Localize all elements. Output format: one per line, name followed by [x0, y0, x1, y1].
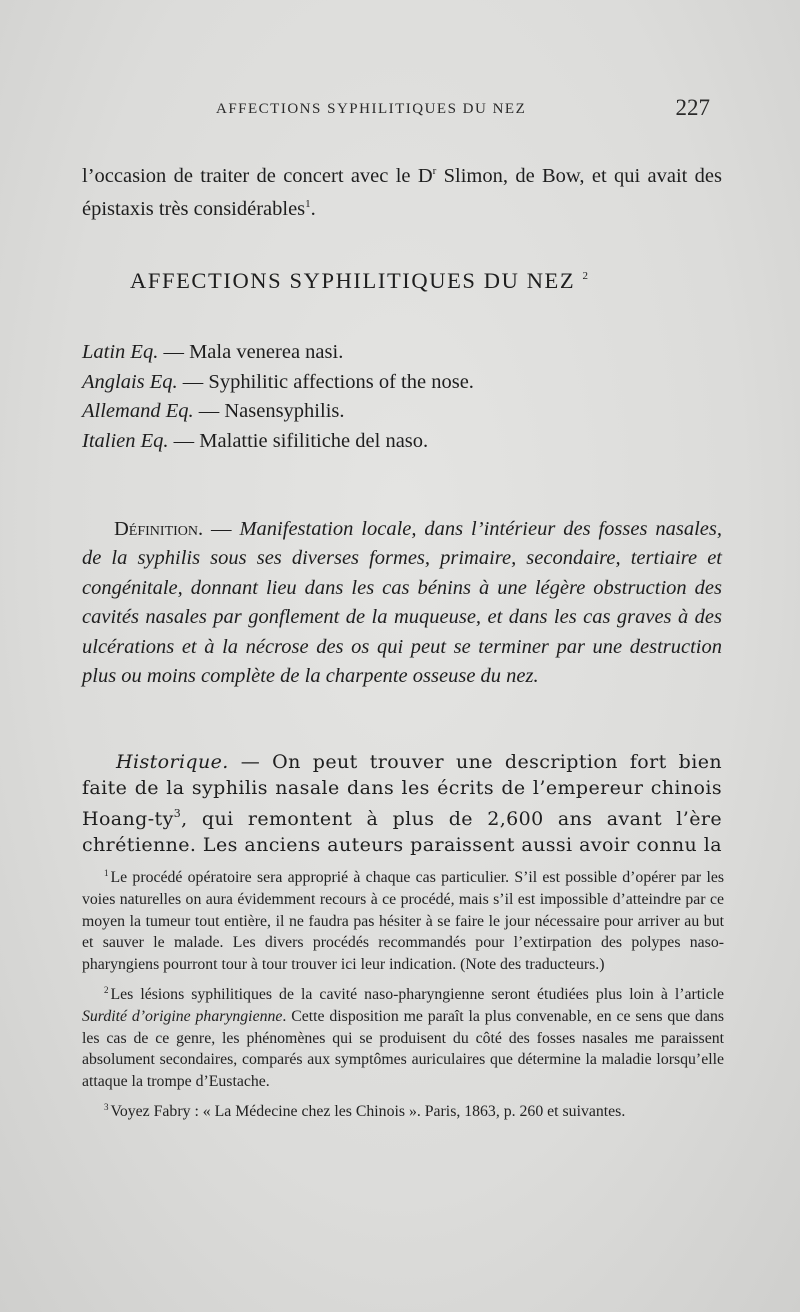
- definition-paragraph: [82, 515, 722, 693]
- definition-dash: —: [203, 517, 240, 540]
- footnote-marker: 2: [104, 984, 109, 995]
- synonym-language: Italien Eq.: [82, 429, 169, 452]
- page-number: 227: [675, 95, 710, 120]
- historique-dash: —: [228, 751, 273, 773]
- footnote-3: [82, 1097, 724, 1123]
- footnote-ref-2: 2: [582, 270, 588, 282]
- footnote-text: Les lésions syphilitiques de la cavité naso-pharyngienne seront étudiées plus loin à l’article: [110, 985, 724, 1003]
- synonym-language: Anglais Eq.: [82, 370, 178, 393]
- carryover-paragraph: [82, 157, 722, 223]
- footnote-1: [82, 863, 724, 976]
- footnote-ref-1: 1: [305, 197, 311, 210]
- synonym-language: Allemand Eq.: [82, 400, 194, 422]
- footnote-text: Le procédé opératoire sera approprié à chaque cas particulier. S’il est possible d’opérer par les voies naturelles on aura évidemment recours à ce procédé, mais s’il est impossible d’atteindre par ce moyen la tumeur tout entière, il ne faudra pas hésiter à se faire le jour nécessaire pour arriver au but et sauver le malade. Les divers procédés recommandés pour l’extirpation des polypes naso-pharyngiens pourront tour à tour trouver ici leur indication. (Note des traducteurs.): [82, 869, 724, 974]
- historique-text-continued: , qui remontent à plus de 2,600 ans avant l’ère chrétienne. Les anciens auteurs paraissent aussi avoir connu la: [82, 808, 722, 856]
- footnote-article-title: Surdité d’origine pharyngienne: [82, 1007, 283, 1025]
- synonym-italian: Italien Eq. — Malattie sifilitiche del naso.: [82, 429, 429, 452]
- footnote-marker: 1: [104, 868, 109, 878]
- footnote-text: Voyez Fabry : « La Médecine chez les Chinois ». Paris, 1863, p. 260 et suivantes.: [110, 1102, 626, 1120]
- synonym-language: Latin Eq.: [82, 341, 159, 363]
- section-title: [130, 268, 588, 294]
- running-head: [80, 97, 710, 127]
- synonym-term: Malattie sifilitiche del naso.: [199, 429, 429, 452]
- synonym-list: [82, 338, 474, 456]
- historique-text: On peut trouver une description fort bien faite de la syphilis nasale dans les écrits de l’empereur chinois Hoang-ty: [82, 751, 722, 830]
- synonym-term: Mala venerea nasi.: [189, 341, 344, 363]
- definition-label: Définition.: [114, 517, 204, 540]
- definition-text: Manifestation locale, dans l’intérieur des fosses nasales, de la syphilis sous ses diverses formes, primaire, secondaire, tertiaire et congénitale, donnant lieu dans les cas bénins à une légère obstruction des cavités nasales par gonflement de la muqueuse, et dans les cas graves à des ulcérations et à la nécrose des os qui peut se terminer par une destruction plus ou moins complète de la charpente osseuse du nez.: [82, 517, 723, 688]
- carryover-end: .: [310, 197, 316, 220]
- carryover-text: l’occasion de traiter de concert avec le D: [82, 164, 433, 187]
- section-title-text: AFFECTIONS SYPHILITIQUES DU NEZ: [130, 268, 576, 293]
- synonym-term: Nasensyphilis.: [224, 400, 345, 422]
- synonym-latin: Latin Eq. — Mala venerea nasi.: [82, 341, 344, 363]
- abbrev-superscript: r: [432, 164, 437, 177]
- synonym-english: Anglais Eq. — Syphilitic affections of the nose.: [82, 370, 474, 393]
- footnote-ref-3: 3: [173, 807, 182, 820]
- footnote-marker: 3: [104, 1101, 109, 1112]
- synonym-term: Syphilitic affections of the nose.: [208, 370, 474, 393]
- footnote-2: [82, 980, 724, 1093]
- historique-paragraph: [82, 750, 722, 858]
- footnote-text-continued: . Cette disposition me paraît la plus convenable, en ce sens que dans les cas de ce genre, les phénomènes qui se produisent du côté des fosses nasales me paraissent absolument secondaires, comparés aux symptômes auriculaires que détermine la maladie lorsqu’elle attaque la trompe d’Eustache.: [82, 1007, 724, 1091]
- carryover-text-continued: Slimon, de Bow, et qui avait des épistaxis très considérables: [82, 164, 722, 220]
- historique-label: Historique.: [116, 751, 229, 773]
- running-title: AFFECTIONS SYPHILITIQUES DU NEZ: [216, 101, 527, 117]
- synonym-german: Allemand Eq. — Nasensyphilis.: [82, 400, 345, 422]
- footnotes: [82, 863, 724, 1127]
